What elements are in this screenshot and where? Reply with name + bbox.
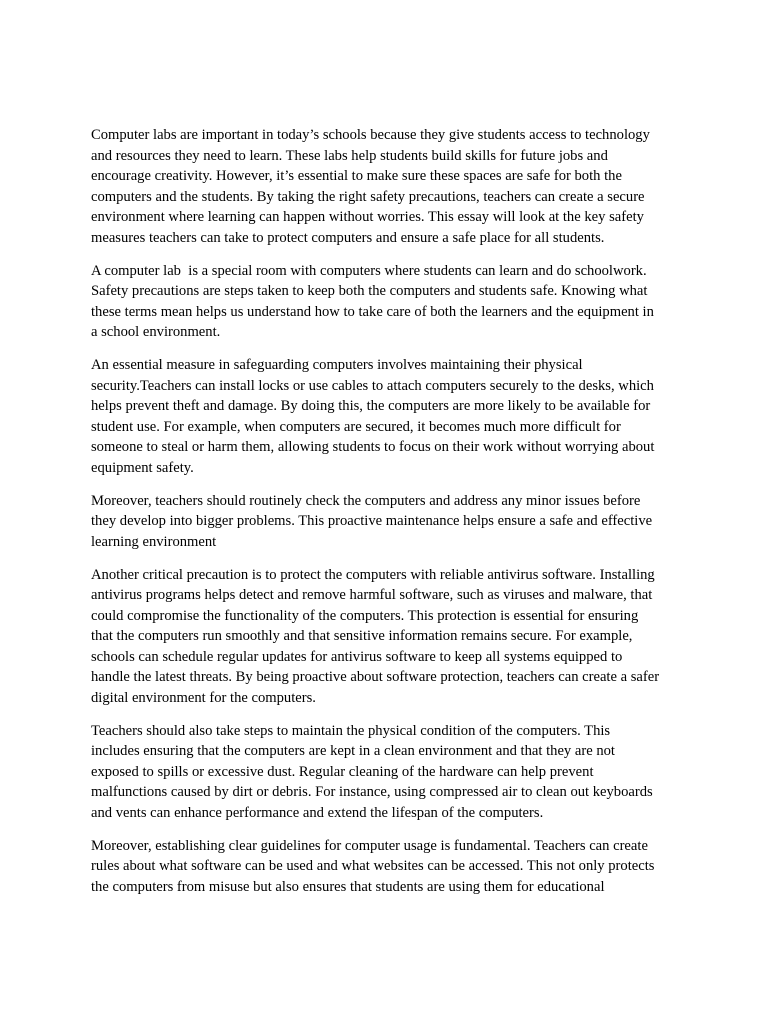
- text-line: encourage creativity. However, it’s essential to make sure these spaces are safe for both the: [91, 168, 622, 184]
- text-line: Moreover, teachers should routinely check the computers and address any minor issues before: [91, 492, 641, 509]
- text-line: that the computers run smoothly and that sensitive information remains secure. For example,: [91, 628, 633, 644]
- paragraph: [91, 261, 681, 343]
- text-line: and resources they need to learn. These labs help students build skills for future jobs and: [91, 147, 608, 164]
- paragraph: [91, 836, 681, 898]
- paragraph: [91, 721, 681, 824]
- text-line: security.Teachers can install locks or use cables to attach computers securely to the desks, which: [91, 377, 654, 394]
- paragraph: [91, 565, 681, 709]
- document-body: [91, 125, 681, 910]
- text-line: measures teachers can take to protect computers and ensure a safe place for all students.: [91, 229, 605, 246]
- text-line: they develop into bigger problems. This proactive maintenance helps ensure a safe and effective: [91, 513, 653, 529]
- text-line: malfunctions caused by dirt or debris. For instance, using compressed air to clean out keyboards: [91, 784, 653, 800]
- text-line: Teachers should also take steps to maintain the physical condition of the computers. This: [91, 722, 611, 739]
- text-line: these terms mean helps us understand how to take care of both the learners and the equipment in: [91, 303, 654, 320]
- text-line: student use. For example, when computers are secured, it becomes much more difficult for: [91, 418, 621, 435]
- text-line: rules about what software can be used and what websites can be accessed. This not only protects: [91, 858, 655, 874]
- paragraph: [91, 125, 681, 248]
- text-line: A computer lab is a special room with computers where students can learn and do schoolwork.: [91, 262, 647, 279]
- text-line: the computers from misuse but also ensures that students are using them for educational: [91, 878, 605, 895]
- text-line: a school environment.: [91, 324, 221, 340]
- text-line: schools can schedule regular updates for antivirus software to keep all systems equipped to: [91, 648, 623, 665]
- text-line: environment where learning can happen without worries. This essay will look at the key safety: [91, 209, 644, 225]
- text-line: computers and the students. By taking the right safety precautions, teachers can create a secure: [91, 188, 645, 205]
- text-line: learning environment: [91, 533, 217, 550]
- text-line: handle the latest threats. By being proactive about software protection, teachers can create a safer: [91, 669, 660, 685]
- text-line: digital environment for the computers.: [91, 689, 316, 706]
- paragraph: [91, 491, 681, 553]
- text-line: An essential measure in safeguarding computers involves maintaining their physical: [91, 357, 583, 373]
- text-line: could compromise the functionality of the computers. This protection is essential for ensuring: [91, 607, 639, 624]
- text-line: Moreover, establishing clear guidelines for computer usage is fundamental. Teachers can create: [91, 837, 648, 854]
- text-line: Another critical precaution is to protect the computers with reliable antivirus software. Installing: [91, 566, 655, 583]
- text-line: includes ensuring that the computers are kept in a clean environment and that they are not: [91, 743, 615, 759]
- paragraph: [91, 355, 681, 478]
- text-line: Safety precautions are steps taken to keep both the computers and students safe. Knowing what: [91, 283, 648, 299]
- text-line: antivirus programs helps detect and remove harmful software, such as viruses and malware, that: [91, 587, 653, 603]
- text-line: and vents can enhance performance and extend the lifespan of the computers.: [91, 804, 544, 821]
- text-line: someone to steal or harm them, allowing students to focus on their work without worrying about: [91, 439, 655, 455]
- text-line: Computer labs are important in today’s schools because they give students access to technology: [91, 127, 650, 143]
- text-line: exposed to spills or excessive dust. Regular cleaning of the hardware can help prevent: [91, 763, 594, 780]
- text-line: helps prevent theft and damage. By doing this, the computers are more likely to be available for: [91, 398, 651, 414]
- text-line: equipment safety.: [91, 459, 194, 476]
